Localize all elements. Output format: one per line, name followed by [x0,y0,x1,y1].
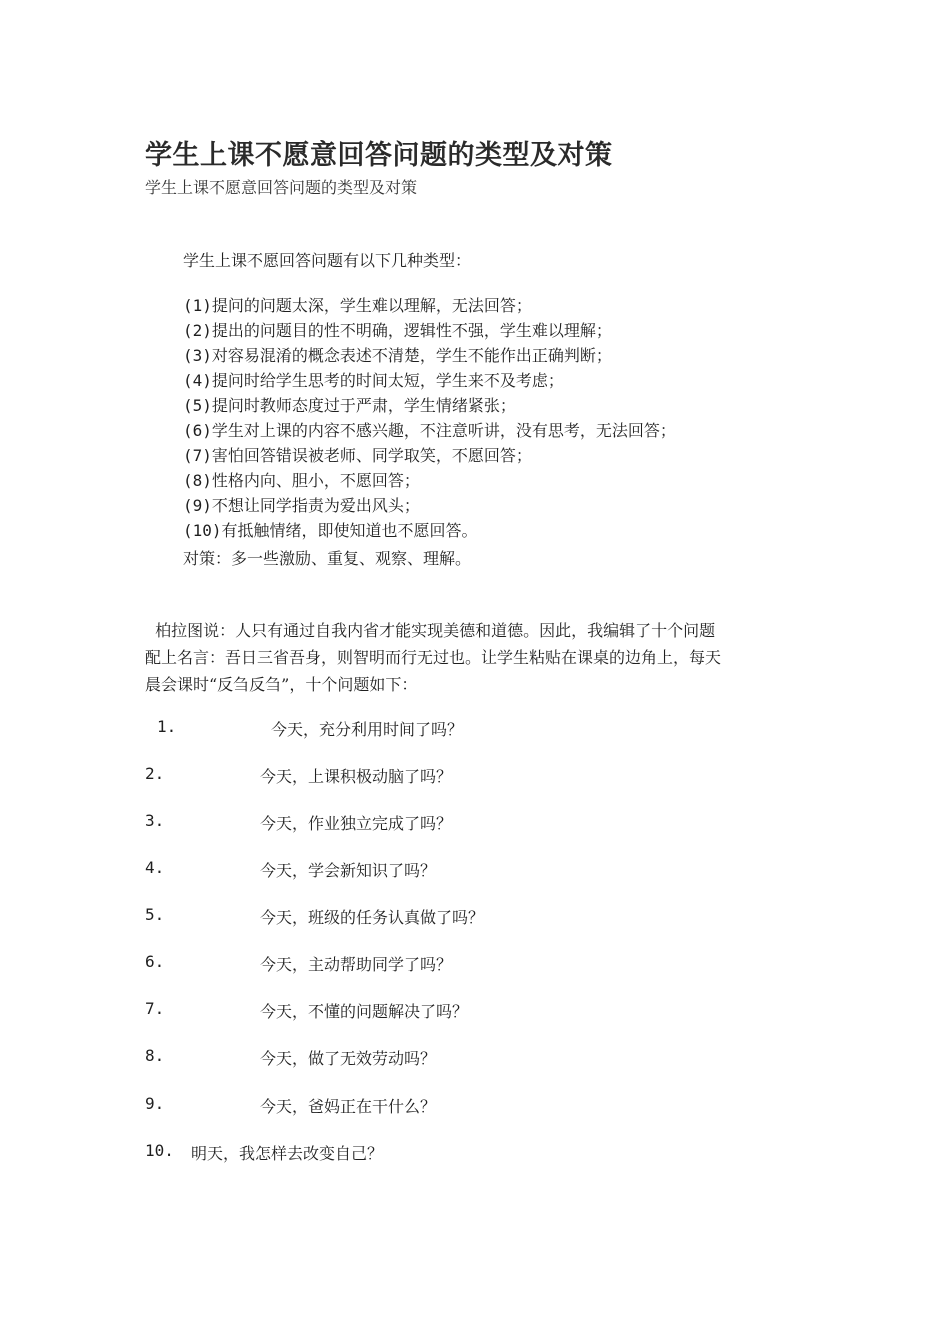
item-text: 提问时教师态度过于严肃，学生情绪紧张； [211,396,516,415]
question-number: 6. [145,952,165,971]
plato-paragraph-lines [145,617,810,698]
question-number: 5. [145,905,165,924]
list-item [183,443,676,468]
question-text: 明天，我怎样去改变自己？ [191,1144,384,1163]
question-text: 今天，做了无效劳动吗？ [260,1049,437,1068]
question-text: 今天，班级的任务认真做了吗？ [260,908,485,927]
item-number: (4) [183,371,212,390]
list-item [183,318,676,343]
question-number: 8. [145,1046,165,1065]
item-number: (1) [183,296,212,315]
item-text: 对容易混淆的概念表述不清楚，学生不能作出正确判断； [211,346,612,365]
item-text: 害怕回答错误被老师、同学取笑，不愿回答； [211,446,532,465]
question-number: 1. [157,717,177,736]
paragraph-line: 配上名言：吾日三省吾身，则智明而行无过也。让学生粘贴在课桌的边角上，每天 [145,648,722,667]
question-number: 9. [145,1094,165,1113]
question-text: 今天，主动帮助同学了吗？ [260,955,453,974]
question-text: 今天，学会新知识了吗？ [260,861,437,880]
question-text: 今天，爸妈正在干什么？ [260,1097,437,1116]
document-subtitle: 学生上课不愿意回答问题的类型及对策 [145,178,418,197]
item-number: (10) [183,521,222,540]
item-number: (7) [183,446,212,465]
item-number: (6) [183,421,212,440]
item-number: (5) [183,396,212,415]
list-item [183,368,676,393]
list-item [183,393,676,418]
question-number: 3. [145,811,165,830]
paragraph-line: 晨会课时“反刍反刍”，十个问题如下： [145,675,418,694]
list-item [183,493,676,518]
list-item [183,343,676,368]
question-text: 今天，不懂的问题解决了吗？ [260,1002,469,1021]
item-text: 提问时给学生思考的时间太短，学生来不及考虑； [211,371,564,390]
question-number: 4. [145,858,165,877]
list-item [183,468,676,493]
paragraph-line: 柏拉图说：人只有通过自我内省才能实现美德和道德。因此，我编辑了十个问题 [145,621,716,640]
item-text: 有抵触情绪，即使知道也不愿回答。 [221,521,478,540]
item-number: (2) [183,321,212,340]
item-text: 提出的问题目的性不明确，逻辑性不强，学生难以理解； [211,321,612,340]
question-text: 今天，充分利用时间了吗？ [271,720,464,739]
item-text: 性格内向、胆小，不愿回答； [211,471,420,490]
question-number: 2. [145,764,165,783]
item-text: 提问的问题太深，学生难以理解，无法回答； [211,296,532,315]
list-item [183,293,676,318]
question-number: 10. [145,1141,174,1160]
countermeasure-text: 对策：多一些激励、重复、观察、理解。 [183,549,472,568]
item-number: (9) [183,496,212,515]
item-text: 不想让同学指责为爱出风头； [211,496,420,515]
item-number: (8) [183,471,212,490]
item-text: 学生对上课的内容不感兴趣，不注意听讲，没有思考，无法回答； [211,421,676,440]
types-intro: 学生上课不愿回答问题有以下几种类型： [183,251,472,270]
list-item [183,518,676,543]
list-item [183,418,676,443]
question-text: 今天，作业独立完成了吗？ [260,814,453,833]
document-title: 学生上课不愿意回答问题的类型及对策 [145,140,613,171]
question-number: 7. [145,999,165,1018]
types-list [183,293,676,543]
question-text: 今天，上课积极动脑了吗？ [260,767,453,786]
item-number: (3) [183,346,212,365]
